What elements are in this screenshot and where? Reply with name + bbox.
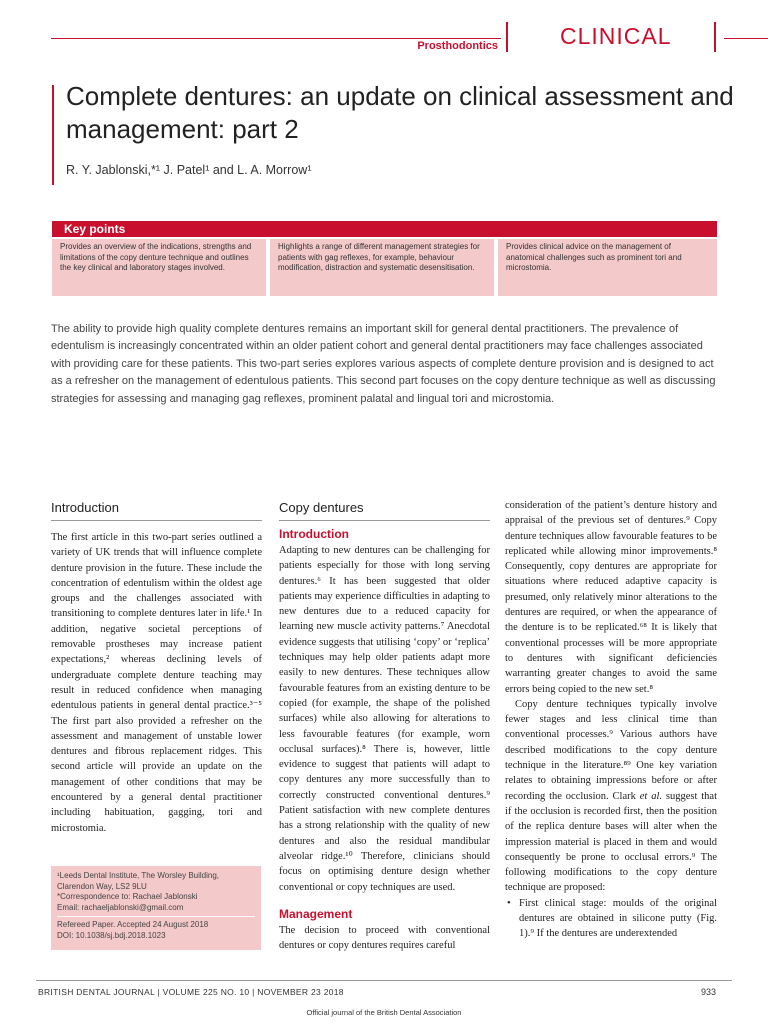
footer-journal: BRITISH DENTAL JOURNAL | VOLUME 225 NO. 10 | NOVEMBER 23 2018 [38, 987, 344, 997]
affiliation-line-1: ¹Leeds Dental Institute, The Worsley Building, Clarendon Way, LS2 9LU [57, 871, 220, 891]
title-bar [52, 85, 54, 185]
key-points-heading [52, 221, 717, 237]
correspondence-line: *Correspondence to: Rachael Jablonski [57, 892, 198, 901]
col3-bullet-1: • First clinical stage: moulds of the original dentures are obtained in silicone putty (Fig. 1).⁹ If the dentures are underextended [505, 896, 717, 942]
key-point-1: Provides an overview of the indications, strengths and limitations of the copy denture technique and outlines the key clinical and laboratory stages involved. [52, 239, 266, 296]
copy-intro-paragraph: Adapting to new dentures can be challenging for patients especially for those with long serving dentures.⁶ It has been suggested that older patients may experience difficulties in adapting to new dentures due to a reduced capacity for learning new muscle activity patterns.⁷ Anecdotal evidence suggests that utilising ‘copy’ or ‘replica’ techniques may help older patients adapt more easily to new dentures. These techniques allow favourable features from an existing denture to be copied (for example, the shape of the polished surfaces) while also allowing for alterations to less favourable features (for example, worn occlusal surfaces).⁸ There is, however, little evidence to suggest that patients will adapt to copy dentures any more successfully than to correctly constructed conventional dentures.⁹ Patient satisfaction with new complete dentures has a strong relationship with the quality of new dentures and also the residual mandibular alveolar ridge.¹⁰ Therefore, clinicians should focus on optimising denture design whether conventional or copy techniques are used. [279, 545, 490, 893]
article-authors: R. Y. Jablonski,*¹ J. Patel¹ and L. A. Morrow¹ [66, 163, 312, 177]
section-tag: Prosthodontics [417, 40, 498, 52]
intro-heading-rule [51, 520, 262, 521]
footer-rule [36, 980, 732, 981]
header-rule-left [51, 38, 501, 39]
col3-paragraph-2 [505, 697, 717, 896]
key-point-3: Provides clinical advice on the management of anatomical challenges such as prominent tori and microstomia. [498, 239, 717, 296]
intro-paragraph: The first article in this two-part series outlined a variety of UK trends that will influence complete denture provision in the future. These include the concentration of edentulism within the oldest age groups and the challenges associated with transitioning to complete dentures later in life.¹ In addition, negative societal perceptions of removable prostheses may increase patient expectations,² whereas declining levels of undergraduate complete denture teaching may result in reduced confidence when managing edentulous patients in general dental practice.³⁻⁵ The first part also provided a refresher on the assessment and management of unstable lower dentures and fibrous replacement ridges. This second article will provide an update on the management of other conditions that may be encountered by a general dental practitioner including habituation, gagging, tori and microstomia. [51, 532, 262, 834]
email-line: Email: rachaeljablonski@gmail.com [57, 902, 184, 912]
header-rule-right [724, 38, 768, 39]
intro-body [51, 530, 262, 836]
header-divider-right [714, 22, 716, 52]
management-paragraph: The decision to proceed with conventional dentures or copy dentures requires careful [279, 925, 490, 952]
doi-line: DOI: 10.1038/sj.bdj.2018.1023 [57, 930, 166, 940]
intro-heading: Introduction [51, 500, 119, 515]
col3-paragraph-2b: suggest that if the occlusion is recorded first, then the position of the replica denture bases will alter when the impression material is placed in them and would consequently be prone to occlusal errors.⁹ The following modifications to the copy denture technique are proposed: [505, 790, 717, 894]
key-point-2: Highlights a range of different management strategies for patients with gag reflexes, for example, behaviour modification, distraction and systematic desensitisation. [270, 239, 494, 296]
page-number: 933 [700, 987, 716, 997]
column-3-body [505, 498, 717, 942]
copy-intro-body [279, 543, 490, 895]
affiliation-box [51, 866, 261, 950]
article-title: Complete dentures: an update on clinical assessment and management: part 2 [66, 81, 734, 144]
category-label: CLINICAL [560, 23, 672, 49]
et-al: et al. [639, 790, 662, 802]
management-subheading: Management [279, 907, 353, 921]
abstract: The ability to provide high quality complete dentures remains an important skill for general dental practitioners. The prevalence of edentulism is increasingly concentrated within an older patient cohort and general dental practitioners may face challenges associated with providing care for these patients. This two-part series explores various aspects of complete denture provision and is designed to act as a refresher on the management of edentulous patients. This second part focuses on the copy denture technique as well as discussing strategies for assessing and managing gag reflexes, prominent palatal and lingual tori and microstomia. [51, 323, 716, 405]
refereed-line: Refereed Paper. Accepted 24 August 2018 [57, 920, 209, 929]
col3-paragraph-1: consideration of the patient’s denture history and appraisal of the previous set of dentures.⁹ Copy denture techniques allow favourable features to be replicated while allowing minor improvements.⁸ Consequently, copy dentures are appropriate for situations where reduced adaptive capacity is presumed, only relatively minor alterations to the dentures are required, or when the appearance of the denture is to be replicated.⁶⁸ It is likely that conventional processes will be more appropriate to dentures with significant deficiencies warranting greater changes to avoid the same errors being copied to the new set.⁸ [505, 500, 717, 695]
key-points-label: Key points [64, 222, 126, 236]
footer-official: Official journal of the British Dental Association [306, 1008, 462, 1017]
col3-paragraph-2a: Copy denture techniques typically involve fewer stages and less clinical time than conventional processes.⁹ Various authors have described modifications to the copy denture technique in the literature.⁸⁹ One key variation relates to obtaining impressions before or after recording the occlusion. Clark [505, 698, 717, 802]
header-divider [506, 22, 508, 52]
affiliation-divider [57, 916, 255, 917]
copy-dentures-heading: Copy dentures [279, 500, 364, 515]
copy-dentures-rule [279, 520, 490, 521]
management-body [279, 923, 490, 954]
copy-intro-subheading: Introduction [279, 527, 349, 541]
